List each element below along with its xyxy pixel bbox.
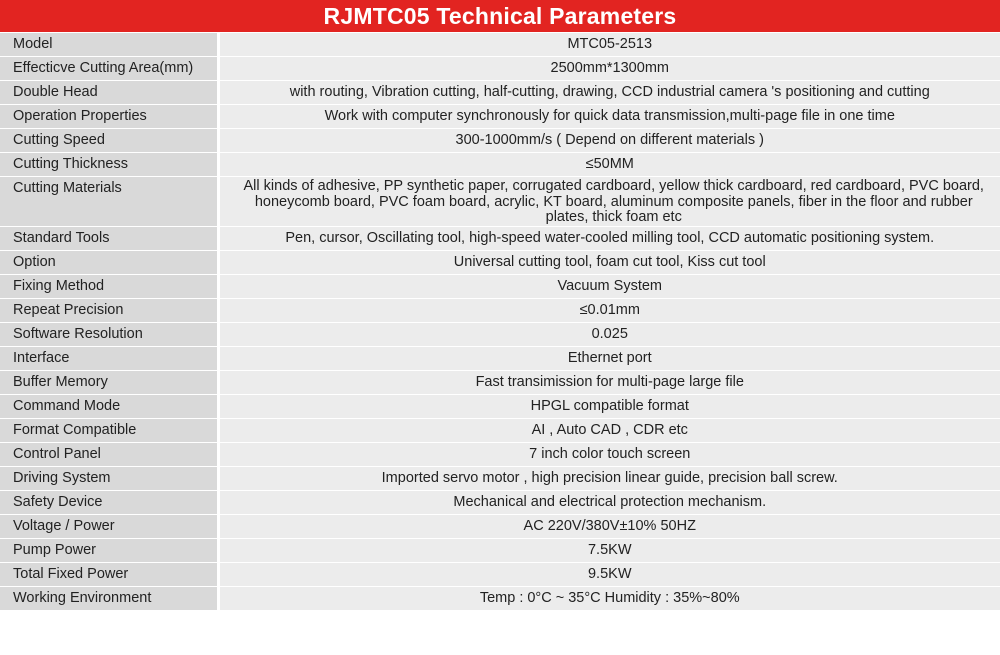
table-row-software-resolution [0,323,1000,347]
table-row-operation-properties [0,105,1000,129]
page-title: RJMTC05 Technical Parameters [323,2,677,29]
row-value: All kinds of adhesive, PP synthetic paper, corrugated cardboard, yellow thick cardboard, red cardboard, PVC board, honeycomb board, PVC foam board, acrylic, KT board, aluminum composite panels, fiber in the floor and rubber plates, thick foam etc [218,177,1000,227]
row-label: Control Panel [0,443,218,467]
parameters-table [0,32,1000,611]
row-value: 2500mm*1300mm [218,57,1000,81]
row-label: Model [0,33,218,57]
row-value: Work with computer synchronously for quick data transmission,multi-page file in one time [218,105,1000,129]
row-label: Cutting Thickness [0,153,218,177]
row-value: ≤50MM [218,153,1000,177]
row-value: 7 inch color touch screen [218,443,1000,467]
table-row-voltage-power [0,515,1000,539]
row-value: Vacuum System [218,275,1000,299]
table-row-safety-device [0,491,1000,515]
row-value: Universal cutting tool, foam cut tool, Kiss cut tool [218,251,1000,275]
row-label: Cutting Speed [0,129,218,153]
table-row-cutting-thickness [0,153,1000,177]
table-row-driving-system [0,467,1000,491]
row-value: Ethernet port [218,347,1000,371]
table-row-fixing-method [0,275,1000,299]
row-label: Interface [0,347,218,371]
row-label: Voltage / Power [0,515,218,539]
row-label: Buffer Memory [0,371,218,395]
row-value: AC 220V/380V±10% 50HZ [218,515,1000,539]
row-value: ≤0.01mm [218,299,1000,323]
row-label: Pump Power [0,539,218,563]
row-label: Format Compatible [0,419,218,443]
table-row-cutting-speed [0,129,1000,153]
row-label: Repeat Precision [0,299,218,323]
table-row-buffer-memory [0,371,1000,395]
row-label: Working Environment [0,587,218,611]
row-label: Effecticve Cutting Area(mm) [0,57,218,81]
table-row-standard-tools [0,227,1000,251]
table-row-repeat-precision [0,299,1000,323]
row-value: 7.5KW [218,539,1000,563]
table-row-total-fixed-power [0,563,1000,587]
table-row-double-head [0,81,1000,105]
row-label: Safety Device [0,491,218,515]
row-value: Fast transimission for multi-page large file [218,371,1000,395]
row-value: MTC05-2513 [218,33,1000,57]
table-row-interface [0,347,1000,371]
row-label: Operation Properties [0,105,218,129]
row-value: AI , Auto CAD , CDR etc [218,419,1000,443]
row-value: 300-1000mm/s ( Depend on different materials ) [218,129,1000,153]
row-value: 9.5KW [218,563,1000,587]
table-row-option [0,251,1000,275]
table-row-cutting-materials [0,177,1000,227]
table-row-control-panel [0,443,1000,467]
table-row-pump-power [0,539,1000,563]
row-label: Software Resolution [0,323,218,347]
row-value: Imported servo motor , high precision linear guide, precision ball screw. [218,467,1000,491]
table-row-cutting-area [0,57,1000,81]
row-value: with routing, Vibration cutting, half-cutting, drawing, CCD industrial camera 's positioning and cutting [218,81,1000,105]
row-label: Option [0,251,218,275]
table-row-command-mode [0,395,1000,419]
row-label: Command Mode [0,395,218,419]
row-value: 0.025 [218,323,1000,347]
table-row-format-compatible [0,419,1000,443]
table-row-model [0,33,1000,57]
row-label: Standard Tools [0,227,218,251]
row-label: Fixing Method [0,275,218,299]
row-label: Driving System [0,467,218,491]
parameters-table-body [0,33,1000,611]
row-value: HPGL compatible format [218,395,1000,419]
row-label: Total Fixed Power [0,563,218,587]
row-label: Double Head [0,81,218,105]
row-value: Pen, cursor, Oscillating tool, high-speed water-cooled milling tool, CCD automatic positioning system. [218,227,1000,251]
title-bar [0,0,1000,32]
table-row-working-environment [0,587,1000,611]
row-value: Temp : 0°C ~ 35°C Humidity : 35%~80% [218,587,1000,611]
row-value: Mechanical and electrical protection mechanism. [218,491,1000,515]
row-label: Cutting Materials [0,177,218,227]
